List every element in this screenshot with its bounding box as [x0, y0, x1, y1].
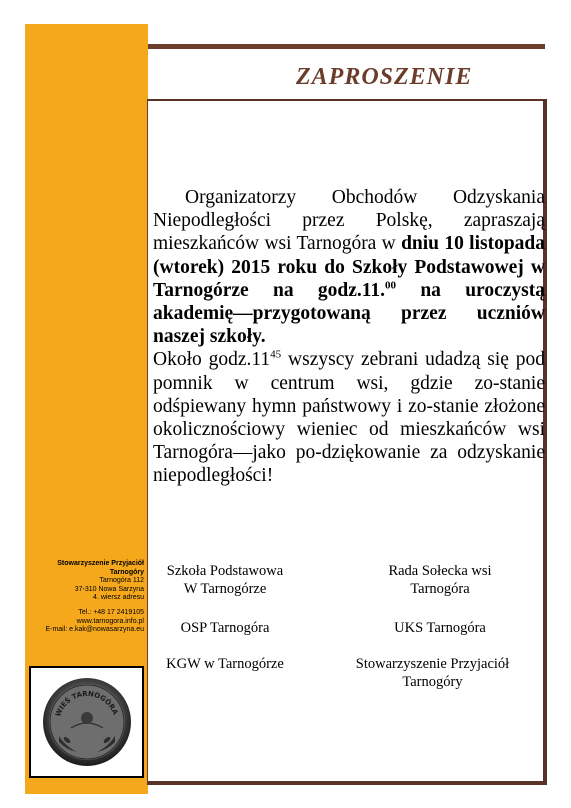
paragraph-1-intro: Organizatorzy Obchodów Odzyskania Niepodległości przez Polskę, zapraszają mieszkańców wsi Tarnogóra w	[153, 187, 545, 255]
time-minutes-2: 45	[270, 348, 282, 361]
address-line-3: 4. wiersz adresu	[93, 594, 144, 602]
top-divider	[148, 44, 545, 49]
seal-stamp-icon	[31, 668, 142, 776]
event-by: przygotowaną przez uczniów naszej szkoły.	[153, 303, 545, 348]
paragraph-2	[153, 348, 545, 487]
paragraph-1	[153, 186, 545, 348]
signer-council: Rada Sołecka wsi Tarnogóra	[388, 563, 492, 597]
page-title: ZAPROSZENIE	[296, 64, 473, 90]
signer-association: Stowarzyszenie Przyjaciół Tarnogóry	[355, 656, 510, 690]
email-link[interactable]: E-mail: e.kak@nowasarzyna.eu	[45, 626, 144, 634]
signer-kgw: KGW w Tarnogórze	[166, 656, 284, 672]
paragraph-2-start: Około godz.11	[153, 349, 271, 371]
website-link[interactable]: www.tarnogora.info.pl	[76, 617, 144, 625]
paragraph-2-rest: wszyscy zebrani udadzą się pod pomnik w centrum wsi, gdzie zo-stanie odśpiewany hymn państwowy i zo-stanie złożone okolicznościowy wieniec od mieszkańców wsi Tarnogóra—jako po-dziękowanie za odzyskanie niepodległości!	[153, 349, 546, 487]
event-what: na uroczystą akademię—	[153, 279, 545, 325]
phone-number: Tel.: +48 17 2419105	[78, 608, 144, 616]
time-minutes-1: 00	[385, 279, 397, 292]
address-line-1: Tarnogóra 112	[99, 577, 144, 585]
seal-frame	[29, 666, 144, 778]
address-line-2: 37-310 Nowa Sarzyna	[74, 585, 144, 593]
signer-school: Szkoła Podstawowa W Tarnogórze	[166, 563, 284, 597]
seal-text: WIEŚ TARNOGÓRA	[54, 689, 120, 718]
signer-uks: UKS Tarnogóra	[394, 620, 486, 636]
organization-contact	[28, 560, 144, 635]
signer-osp: OSP Tarnogóra	[180, 620, 270, 636]
organization-name: Stowarzyszenie Przyjaciół Tarnogóry	[57, 560, 144, 576]
event-date-place: dniu 10 listopada (wtorek) 2015 roku do Szkoły Podstawowej w Tarnogórze na godz.11.	[153, 233, 546, 301]
invitation-body	[153, 186, 545, 488]
